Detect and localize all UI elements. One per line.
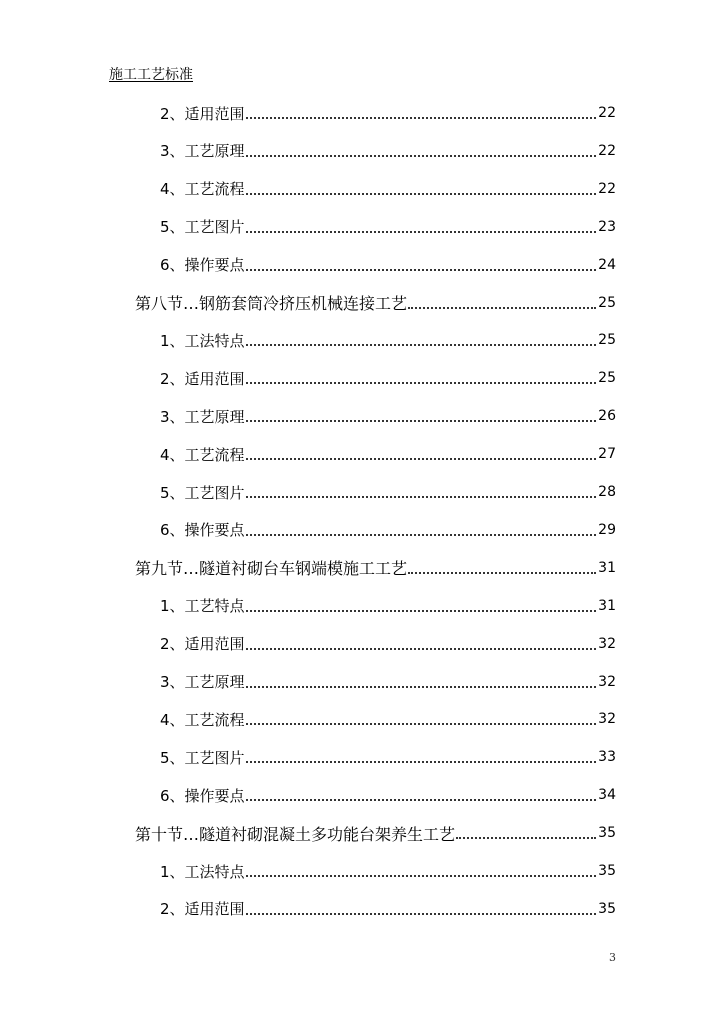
toc-dot-leader: [246, 723, 597, 725]
toc-entry-label: 5、工艺图片: [160, 483, 245, 502]
toc-entry-page-number: 25: [598, 370, 616, 387]
toc-subsection-entry: [160, 208, 616, 246]
toc-entry-label: 2、适用范围: [160, 104, 245, 123]
toc-dot-leader: [246, 117, 597, 119]
toc-entry-label: 2、适用范围: [160, 369, 245, 388]
toc-dot-leader: [246, 382, 597, 384]
toc-entry-page-number: 22: [598, 105, 616, 121]
toc-subsection-entry: [160, 321, 616, 359]
toc-section-entry: [135, 284, 616, 322]
toc-entry-label: 3、工艺原理: [160, 407, 245, 426]
toc-entry-label: 1、工艺特点: [160, 597, 245, 616]
toc-entry-page-number: 22: [598, 180, 616, 197]
toc-subsection-entry: [160, 246, 616, 284]
toc-dot-leader: [246, 458, 597, 460]
toc-entry-label: 4、工艺流程: [160, 445, 245, 464]
toc-entry-label: 第十节…隧道衬砌混凝土多功能台架养生工艺: [135, 824, 456, 844]
toc-subsection-entry: [160, 359, 616, 397]
toc-dot-leader: [246, 534, 597, 536]
toc-subsection-entry: [160, 700, 616, 738]
page-number: 3: [609, 951, 616, 964]
toc-dot-leader: [246, 231, 597, 233]
toc-entry-label: 2、适用范围: [160, 900, 245, 919]
toc-dot-leader: [246, 193, 597, 195]
toc-dot-leader: [246, 496, 597, 498]
toc-entry-page-number: 35: [598, 863, 616, 879]
toc-subsection-entry: [160, 663, 616, 701]
toc-entry-label: 6、操作要点: [160, 256, 245, 275]
toc-entry-page-number: 28: [598, 484, 616, 500]
toc-subsection-entry: [160, 397, 616, 435]
toc-entry-page-number: 32: [598, 635, 616, 652]
toc-entry-label: 5、工艺图片: [160, 218, 245, 237]
toc-entry-page-number: 34: [598, 787, 616, 804]
toc-subsection-entry: [160, 511, 616, 549]
toc-subsection-entry: [160, 473, 616, 511]
toc-entry-page-number: 32: [598, 711, 616, 728]
toc-entry-label: 6、操作要点: [160, 521, 245, 540]
toc-entry-page-number: 25: [598, 294, 616, 311]
toc-subsection-entry: [160, 738, 616, 776]
document-header-title: 施工工艺标准: [109, 67, 193, 83]
toc-entry-label: 2、适用范围: [160, 635, 245, 654]
toc-entry-label: 第九节…隧道衬砌台车钢端模施工工艺: [135, 559, 408, 579]
toc-entry-page-number: 25: [598, 332, 616, 349]
toc-entry-label: 1、工法特点: [160, 862, 245, 881]
toc-subsection-entry: [160, 94, 616, 132]
toc-entry-page-number: 23: [598, 218, 616, 235]
toc-subsection-entry: [160, 890, 616, 928]
toc-entry-page-number: 35: [598, 825, 616, 842]
toc-dot-leader: [246, 610, 597, 612]
toc-entry-label: 1、工法特点: [160, 331, 245, 350]
toc-entry-label: 5、工艺图片: [160, 748, 245, 767]
toc-dot-leader: [246, 686, 597, 688]
toc-entry-page-number: 26: [598, 408, 616, 425]
toc-dot-leader: [246, 155, 597, 157]
toc-entry-label: 3、工艺原理: [160, 673, 245, 691]
toc-dot-leader: [246, 799, 597, 801]
toc-subsection-entry: [160, 625, 616, 663]
toc-entry-page-number: 27: [598, 446, 616, 463]
toc-section-entry: [135, 549, 616, 587]
toc-dot-leader: [456, 837, 596, 839]
toc-dot-leader: [246, 913, 597, 915]
toc-entry-label: 4、工艺流程: [160, 180, 245, 199]
toc-entry-page-number: 31: [598, 559, 616, 576]
toc-entry-page-number: 35: [598, 900, 616, 917]
toc-entry-label: 3、工艺原理: [160, 142, 245, 161]
toc-subsection-entry: [160, 852, 616, 890]
toc-dot-leader: [246, 875, 597, 877]
toc-dot-leader: [408, 572, 596, 574]
toc-entry-label: 4、工艺流程: [160, 710, 245, 729]
toc-dot-leader: [246, 269, 597, 271]
toc-subsection-entry: [160, 132, 616, 170]
toc-dot-leader: [246, 344, 597, 346]
toc-section-entry: [135, 814, 616, 852]
toc-dot-leader: [408, 307, 596, 309]
toc-entry-page-number: 24: [598, 256, 616, 273]
toc-entry-page-number: 32: [598, 673, 616, 690]
toc-entry-page-number: 22: [598, 142, 616, 159]
toc-entry-page-number: 31: [598, 597, 616, 614]
toc-subsection-entry: [160, 435, 616, 473]
toc-entry-label: 第八节…钢筋套筒冷挤压机械连接工艺: [135, 294, 408, 313]
toc-entry-page-number: 33: [598, 749, 616, 766]
toc-dot-leader: [246, 420, 597, 422]
toc-dot-leader: [246, 648, 597, 650]
toc-subsection-entry: [160, 170, 616, 208]
toc-entry-label: 6、操作要点: [160, 786, 245, 805]
toc-dot-leader: [246, 761, 597, 763]
toc-subsection-entry: [160, 776, 616, 814]
toc-entry-page-number: 29: [598, 521, 616, 538]
toc-subsection-entry: [160, 587, 616, 625]
